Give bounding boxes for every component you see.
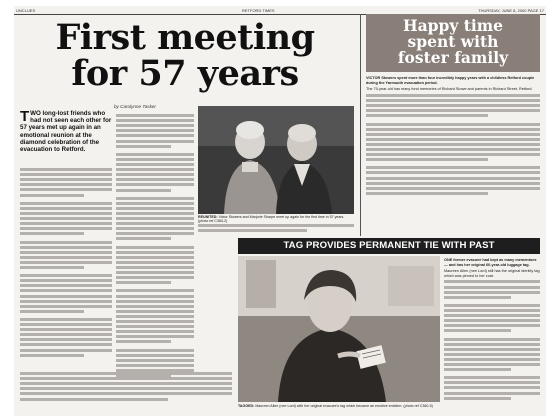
caption-label-2: TAGGED:: [238, 404, 255, 408]
tag-article-paragraph: Maureen Allen (nee Lord) still has the original identity tag which was pinned to her coat.: [444, 268, 540, 278]
folio-left: UNCLUES: [16, 8, 36, 13]
article-column-2: [116, 112, 194, 379]
article-column-3: [198, 222, 354, 234]
caption-text-2: Maureen Allen (nee Lord) with her original evacuee's tag which became an emotive emblem. (photo ref C360-5): [255, 404, 433, 408]
byline: by Carolynne Tasker: [114, 104, 156, 109]
column-rule: [360, 14, 361, 236]
lead-paragraph: [20, 110, 112, 153]
sidebar-headline: [366, 14, 540, 72]
article-column-footer: [20, 370, 232, 403]
folio-center: RETFORD TIMES: [242, 8, 275, 13]
sidebar-article: [366, 76, 540, 197]
caption-text: Victor Stowers and Marjorie Sharpe meet up again for the first time in 57 years. (photo ref C360-2): [198, 215, 345, 224]
sidebar-paragraph: The 70-year-old has many fond memories of Richard Stowe and parents in Richard Street, Retford.: [366, 87, 533, 92]
headline-line-2: for 57 years: [71, 53, 299, 94]
sidebar-headline-line-1: Happy time: [402, 16, 504, 35]
tag-article: [444, 258, 540, 402]
caption-label: REUNITED:: [198, 215, 218, 219]
reunion-photo: [198, 106, 354, 214]
tag-photo-caption: [238, 404, 440, 408]
sidebar-headline-line-2: spent with: [407, 32, 499, 51]
tag-article-body-lines: [444, 280, 540, 399]
tag-photo-image: [238, 256, 440, 402]
sidebar-body-lines: [366, 94, 540, 195]
reunion-photo-image: [198, 106, 354, 214]
sidebar-headline-line-3: foster family: [397, 48, 509, 67]
folio-right: THURSDAY, JUNE 8, 2000 PAGE 17: [478, 8, 544, 13]
lead-text: WO long-lost friends who had not seen each other for 57 years met up again in an emotional reunion at the diamond celebration of the evacuation to Retford.: [20, 110, 112, 154]
drop-cap: T: [20, 108, 30, 125]
tag-article-intro: ONE former evacuee had kept as many mementoes — and has her original 60-year-old luggage tag.: [444, 258, 537, 267]
article-column-1: [20, 166, 112, 359]
headline-line-1: First meeting: [55, 17, 315, 58]
tag-photo: [238, 256, 440, 402]
newspaper-page: [14, 6, 546, 416]
tag-story-banner: TAG PROVIDES PERMANENT TIE WITH PAST: [238, 238, 540, 254]
sidebar-intro: VICTOR Stowers spent more than four incredibly happy years with a childless Retford couple during the Yarmouth evacuation period.: [366, 76, 535, 85]
main-headline: [20, 17, 350, 94]
